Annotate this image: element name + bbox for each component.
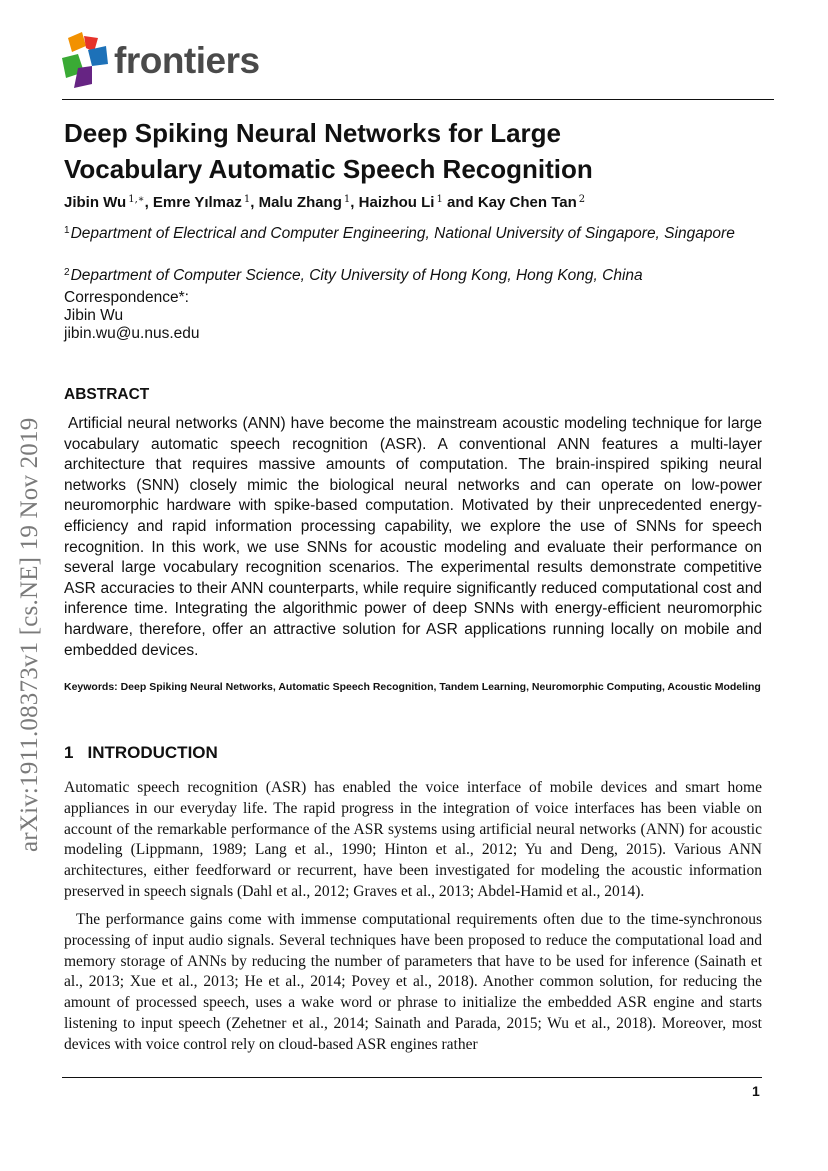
author-affiliation-mark: 2 [578, 194, 586, 205]
author-separator: , [250, 194, 259, 211]
affiliation-text: Department of Computer Science, City University of Hong Kong, Hong Kong, China [70, 267, 643, 284]
title-line-2: Vocabulary Automatic Speech Recognition [64, 154, 593, 184]
author-name: Kay Chen Tan [477, 194, 577, 211]
author-name: Haizhou Li [358, 194, 435, 211]
paper-title [64, 115, 764, 187]
author-name: Malu Zhang [258, 194, 342, 211]
affiliation-mark: 1 [64, 225, 70, 236]
section-number: 1 [64, 743, 74, 762]
author-affiliation-mark: 1,∗ [128, 194, 145, 205]
abstract-heading: ABSTRACT [64, 386, 150, 403]
author-name: Jibin Wu [64, 194, 127, 211]
affiliation-1 [64, 220, 764, 244]
title-line-1: Deep Spiking Neural Networks for Large [64, 118, 562, 148]
affiliation-2 [64, 262, 764, 286]
author-separator: and [442, 194, 478, 211]
correspondence-name: Jibin Wu [64, 307, 124, 324]
frontiers-wordmark: frontiers [114, 40, 260, 81]
page-number: 1 [752, 1083, 760, 1099]
correspondence-block [64, 289, 200, 343]
arxiv-watermark: arXiv:1911.08373v1 [cs.NE] 19 Nov 2019 [16, 417, 43, 852]
author-name: Emre Yılmaz [152, 194, 242, 211]
frontiers-logo [62, 32, 302, 92]
header-rule [62, 99, 774, 100]
intro-paragraph-1: Automatic speech recognition (ASR) has enabled the voice interface of mobile devices and smart home appliances in our everyday life. The rapid progress in the integration of voice interfaces has been viable on account of the remarkable performance of the ASR systems using artificial neural networks (ANN) for acoustic modeling (Lippmann, 1989; Lang et al., 1990; Hinton et al., 2012; Yu and Deng, 2015). Various ANN architectures, either feedforward or recurrent, have been investigated for modeling the acoustic information preserved in speech signals (Dahl et al., 2012; Graves et al., 2013; Abdel-Hamid et al., 2014). [64, 779, 762, 900]
affiliation-mark: 2 [64, 267, 70, 278]
frontiers-logo-icon [62, 32, 112, 90]
author-list [64, 194, 585, 211]
author-affiliation-mark: 1 [243, 194, 251, 205]
intro-paragraph-2: The performance gains come with immense computational requirements often due to the time-synchronous processing of input audio signals. Several techniques have been proposed to reduce the computational load and memory storage of ANNs by reducing the number of parameters that have to be used for inference (Sainath et al., 2013; Xue et al., 2013; He et al., 2014; Povey et al., 2018). Another common solution, for reducing the amount of processed speech, uses a wake word or phrase to initialize the embedded ASR engine and starts listening to input speech (Zehetner et al., 2014; Sainath and Parada, 2015; Wu et al., 2018). Moreover, most devices with voice control rely on cloud-based ASR engines rather [64, 911, 762, 1053]
footer-rule [62, 1077, 762, 1078]
correspondence-email[interactable]: jibin.wu@u.nus.edu [64, 325, 200, 342]
section-title: INTRODUCTION [87, 743, 218, 762]
author-affiliation-mark: 1 [436, 194, 443, 205]
keywords: Keywords: Deep Spiking Neural Networks, Automatic Speech Recognition, Tandem Learning, Neuromorphic Computing, Acoustic Modeling [64, 681, 761, 693]
correspondence-label: Correspondence*: [64, 289, 189, 306]
section-heading [64, 743, 218, 763]
abstract-text: Artificial neural networks (ANN) have become the mainstream acoustic modeling technique for large vocabulary automatic speech recognition (ASR). A conventional ANN features a multi-layer architecture that requires massive amounts of computation. The brain-inspired spiking neural networks (SNN) closely mimic the biological neural networks and can operate on low-power neuromorphic hardware with spike-based computation. Motivated by their unprecedented energy-efficiency and rapid information processing capability, we explore the use of SNNs for speech recognition. In this work, we use SNNs for acoustic modeling and evaluate their performance on several large vocabulary recognition scenarios. The experimental results demonstrate competitive ASR accuracies to their ANN counterparts, while require significantly reduced computational cost and inference time. Integrating the algorithmic power of deep SNNs with energy-efficient neuromorphic hardware, therefore, offer an attractive solution for ASR applications running locally on mobile and embedded devices. [64, 415, 762, 659]
author-separator: , [350, 194, 359, 211]
affiliation-text: Department of Electrical and Computer Engineering, National University of Singapore, Singapore [70, 225, 735, 242]
author-separator: , [144, 194, 153, 211]
author-affiliation-mark: 1 [343, 194, 351, 205]
